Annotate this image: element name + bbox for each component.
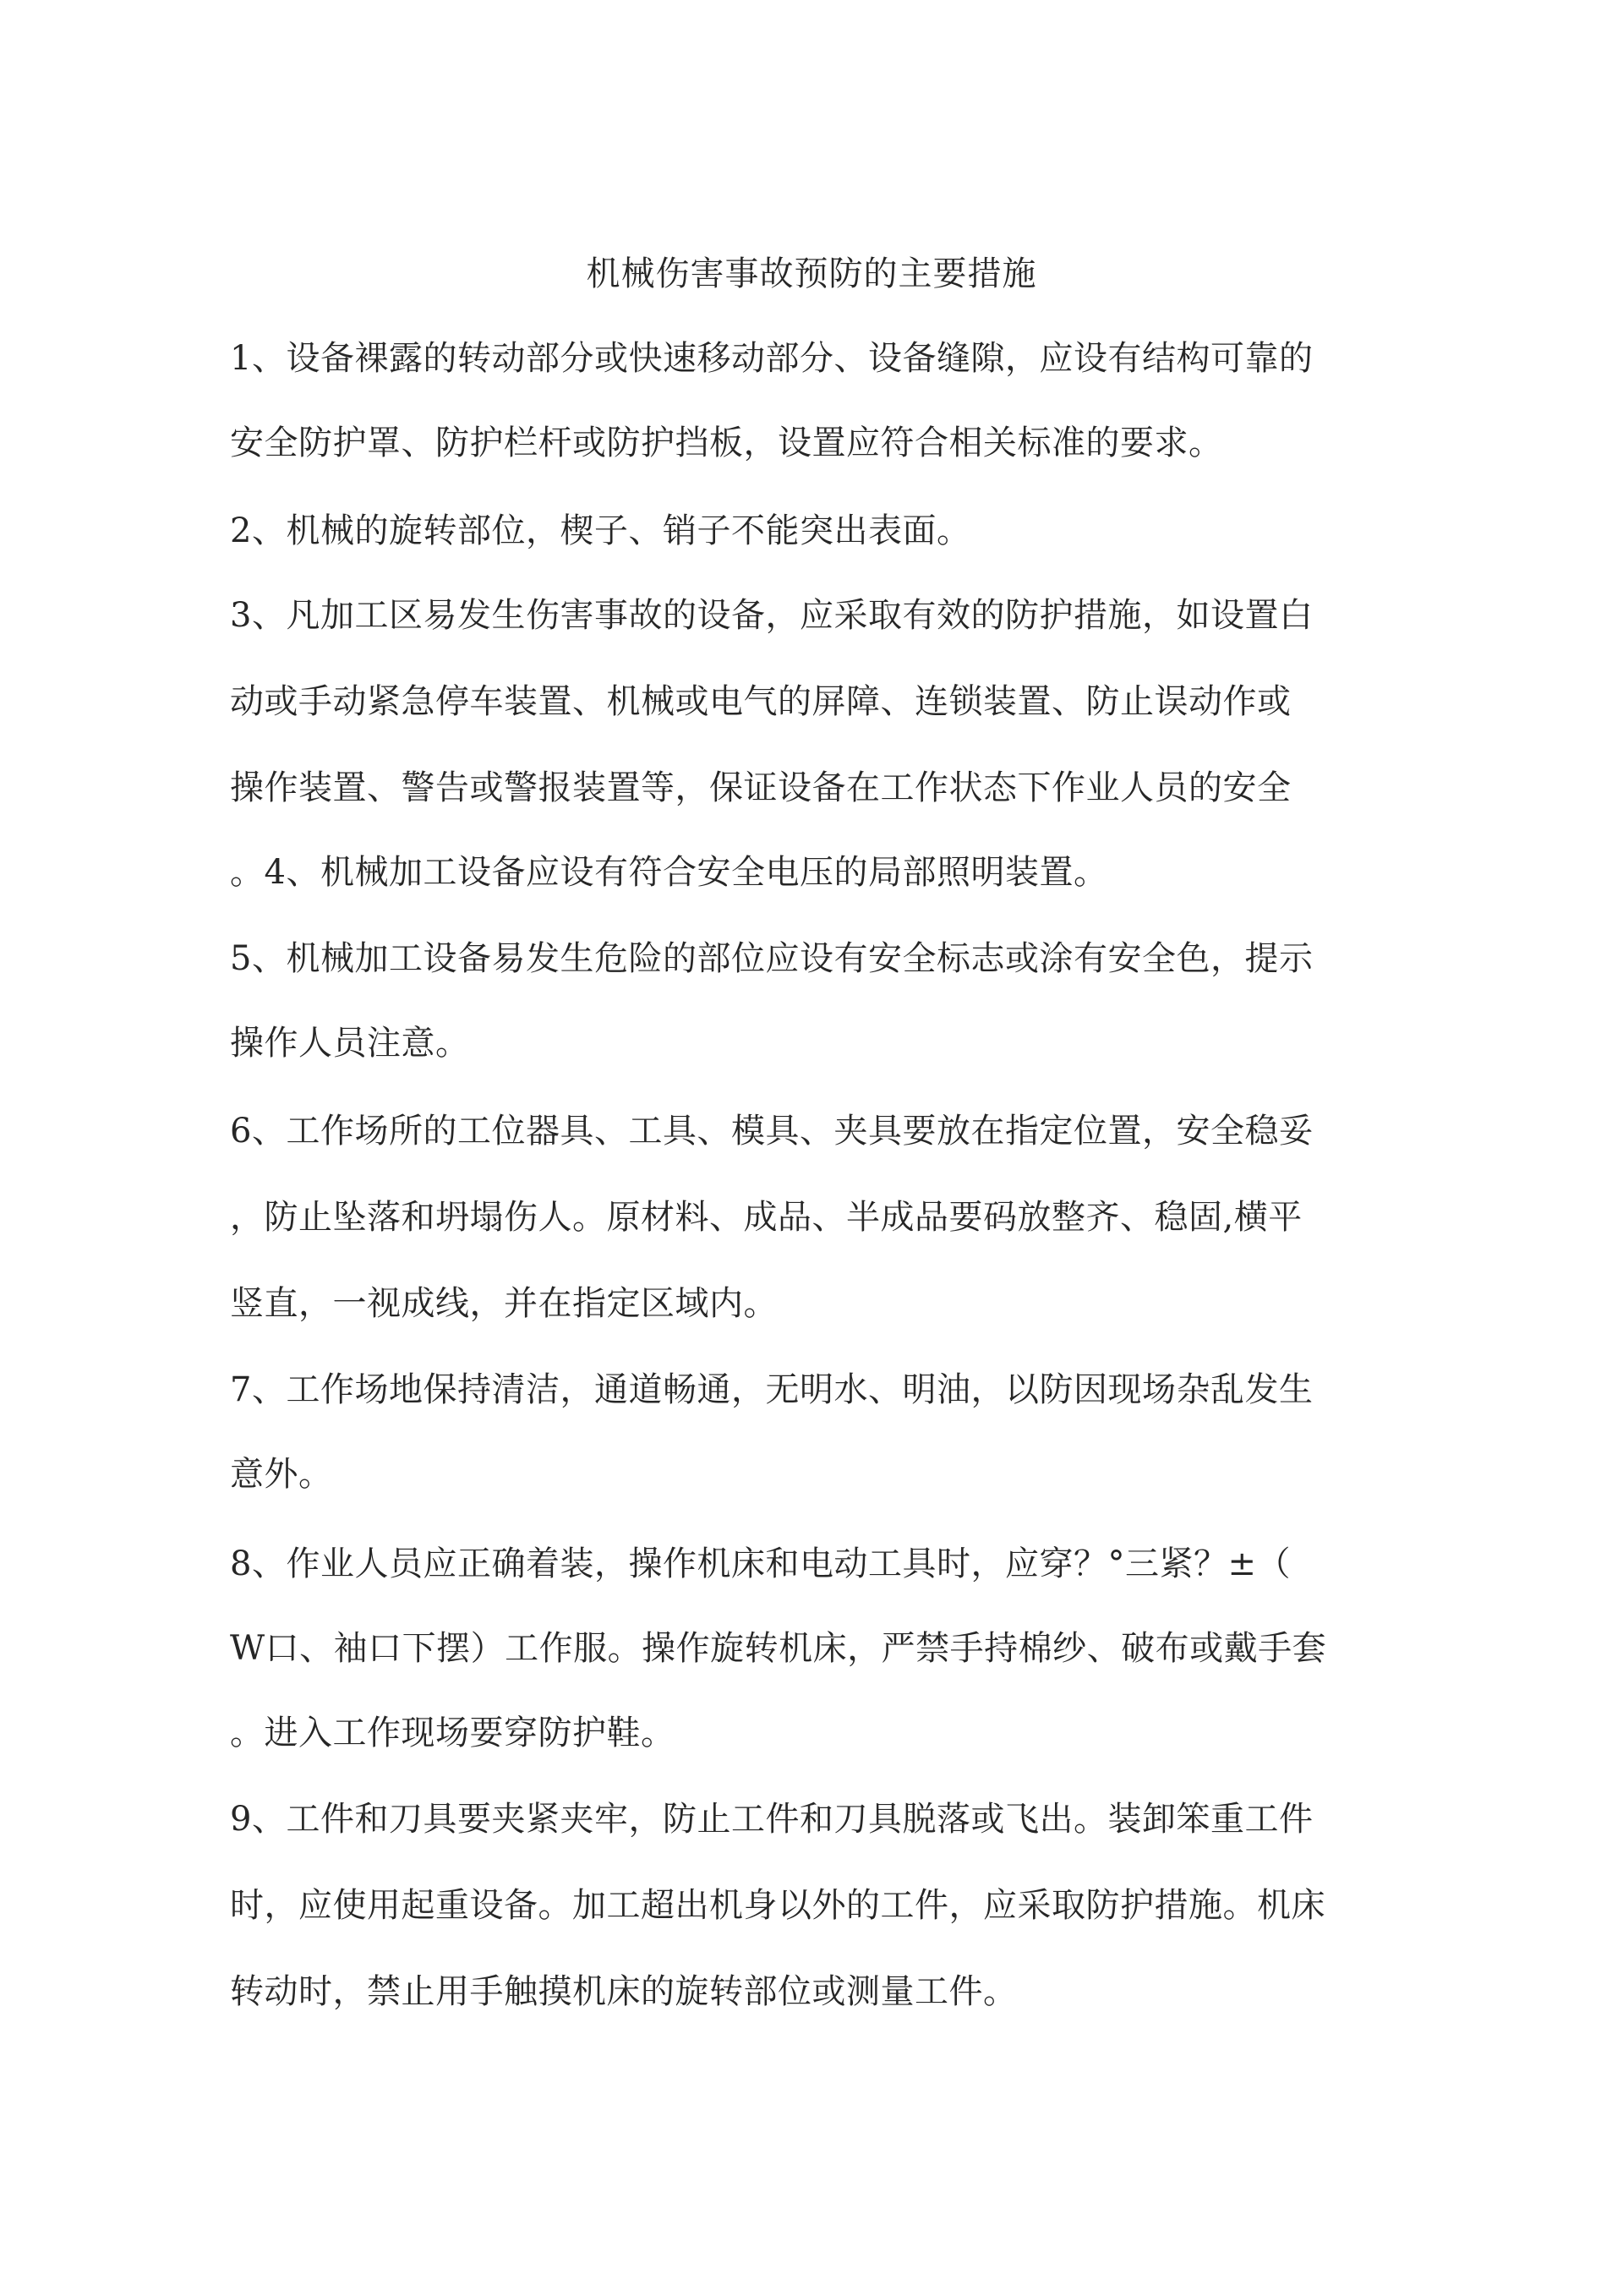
text-line: ，防止坠落和坍塌伤人。原材料、成品、半成品要码放整齐、稳固,横平 [230, 1198, 1303, 1237]
text-line: 。进入工作现场要穿防护鞋。 [230, 1714, 675, 1752]
text-line: 3、凡加工区易发生伤害事故的设备，应采取有效的防护措施，如设置白 [230, 596, 1314, 635]
text-line: 1、设备裸露的转动部分或快速移动部分、设备缝隙，应设有结构可靠的 [230, 339, 1314, 378]
text-line: W口、袖口下摆）工作服。操作旋转机床，严禁手持棉纱、破布或戴手套 [230, 1629, 1327, 1668]
text-line: 2、机械的旋转部位，楔子、销子不能突出表面。 [230, 511, 971, 550]
text-line: 8、作业人员应正确着装，操作机床和电动工具时，应穿？°三紧？±（ [230, 1544, 1291, 1583]
text-line: 操作人员注意。 [230, 1024, 470, 1063]
text-line: 6、工作场所的工位器具、工具、模具、夹具要放在指定位置，安全稳妥 [230, 1112, 1314, 1151]
document-title: 机械伤害事故预防的主要措施 [586, 254, 1037, 293]
text-line: 9、工件和刀具要夹紧夹牢，防止工件和刀具脱落或飞出。装卸笨重工件 [230, 1800, 1314, 1839]
text-line: 时，应使用起重设备。加工超出机身以外的工件，应采取防护措施。机床 [230, 1886, 1325, 1925]
text-line: 7、工作场地保持清洁，通道畅通，无明水、明油，以防因现场杂乱发生 [230, 1370, 1314, 1409]
text-line: 。4、机械加工设备应设有符合安全电压的局部照明装置。 [230, 853, 1108, 892]
text-line: 安全防护罩、防护栏杆或防护挡板，设置应符合相关标准的要求。 [230, 424, 1223, 462]
text-line: 转动时，禁止用手触摸机床的旋转部位或测量工件。 [230, 1972, 1018, 2011]
text-line: 5、机械加工设备易发生危险的部位应设有安全标志或涂有安全色，提示 [230, 939, 1314, 978]
text-line: 动或手动紧急停车装置、机械或电气的屏障、连锁装置、防止误动作或 [230, 682, 1292, 721]
text-line: 意外。 [230, 1455, 333, 1494]
text-line: 操作装置、警告或警报装置等，保证设备在工作状态下作业人员的安全 [230, 768, 1292, 807]
text-line: 竖直，一视成线，并在指定区域内。 [230, 1284, 778, 1323]
